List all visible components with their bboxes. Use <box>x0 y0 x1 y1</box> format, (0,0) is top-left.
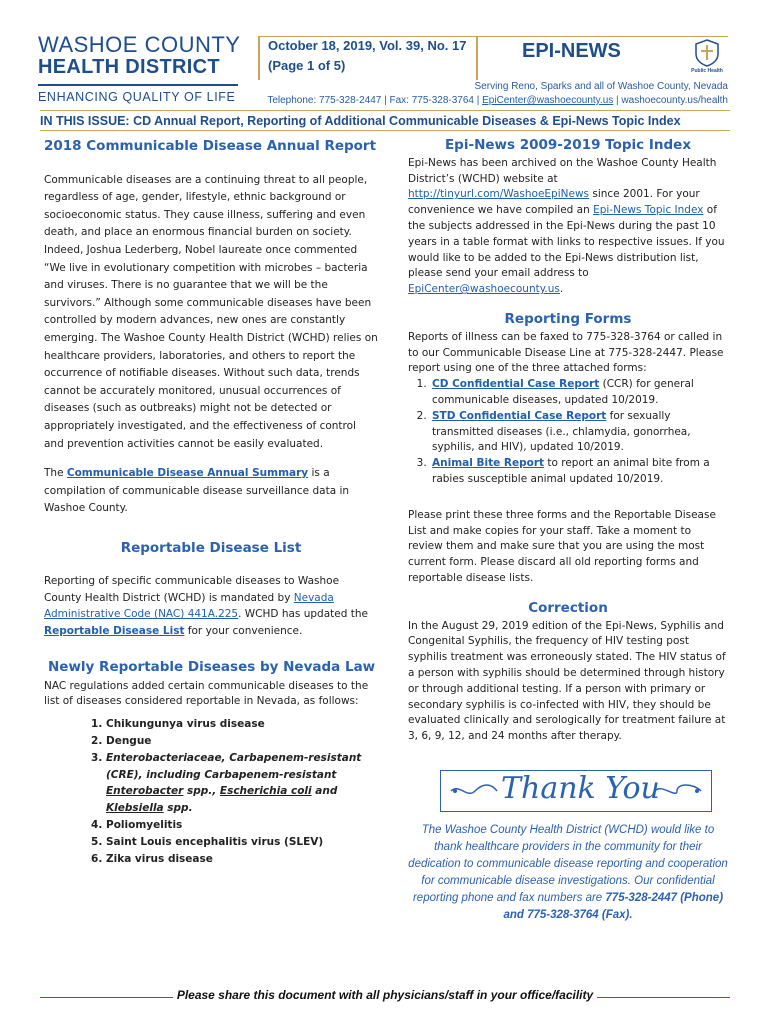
annual-summary-paragraph <box>44 465 378 518</box>
ccr-form-link[interactable]: CD Confidential Case Report <box>432 378 600 391</box>
std-form-text: for sexually transmitted diseases (i.e., chlamydia, gonorrhea, syphilis, and HIV), updated 10/2019. <box>432 409 691 454</box>
correction-body: In the August 29, 2019 edition of the Epi-News, Syphilis and Congenital Syphilis, the frequency of HIV testing post syphilis treatment was erroneously stated. The HIV status of a person with syphilis should be determined through history or through additional testing. If a person with primary or secondary syphilis is co-infected with HIV, they should be evaluated clinically and serologically for treatment failure at 3, 6, 9, 12, and 24 months after therapy. <box>408 619 726 743</box>
topic-pre: Epi-News has been archived on the Washoe County Health District’s (WCHD) website at <box>408 156 717 185</box>
nac-link[interactable]: Nevada Administrative Code (NAC) 441A.225 <box>44 591 334 621</box>
right-column <box>408 138 728 745</box>
and-text: and <box>311 785 338 798</box>
correction-heading: Correction <box>528 599 608 616</box>
newsletter-title: EPI-NEWS <box>522 40 621 62</box>
reportable-pre: Reporting of specific communicable diseases to Washoe County Health District (WCHD) is mandated by <box>44 575 340 604</box>
topic-index-link[interactable]: Epi-News Topic Index <box>593 204 704 217</box>
contact-info <box>267 80 728 108</box>
spp-text-2: spp. <box>163 802 193 815</box>
org-tagline: ENHANCING QUALITY OF LIFE <box>38 90 236 104</box>
contact-email-link[interactable]: EpiCenter@washoecounty.us <box>482 95 614 106</box>
reportable-heading: Reportable Disease List <box>120 539 302 556</box>
reportable-post: for your convenience. <box>184 624 303 637</box>
ecoli-text: Escherichia coli <box>219 785 312 798</box>
list-item: 5. Saint Louis encephalitis virus (SLEV) <box>106 834 378 851</box>
reporting-forms-heading: Reporting Forms <box>504 310 632 327</box>
summary-post: is a compilation of communicable disease surveillance data in Washoe County. <box>44 467 350 515</box>
newly-reportable-heading: Newly Reportable Diseases by Nevada Law <box>48 659 376 676</box>
topic-end: . <box>559 283 564 296</box>
org-name-line1: WASHOE COUNTY <box>38 32 241 57</box>
cre-text: Enterobacteriaceae, Carbapenem-resistant (CRE), including Carbapenem-resistant <box>106 751 362 781</box>
footer <box>40 988 730 1008</box>
issue-info <box>258 36 478 80</box>
footer-text-wrap <box>40 988 730 1002</box>
logo-rule <box>38 84 238 86</box>
thank-you-text: The Washoe County Health District (WCHD) would like to thank healthcare providers in the community for their dedication to communicable disease reporting and cooperation for communicable disease investigations. Our confidential reporting phone and fax numbers are <box>408 824 728 904</box>
newly-reportable-list <box>44 716 378 867</box>
serving-area: Serving Reno, Sparks and all of Washoe County, Nevada <box>474 81 728 92</box>
print-note: Please print these three forms and the Reportable Disease List and make copies for your staff. Take a moment to review them and make sure that you are using the most current form. Please discard all old reporting forms and reportable disease lists. <box>408 508 716 584</box>
annual-report-body: Communicable diseases are a continuing threat to all people, regardless of age, gender, lifestyle, ethnic background or socioeconomic status. They cause illness, suffering and even death, and place an enormous financial burden on society. Indeed, Joshua Lederberg, Nobel laureate once commented “We live in evolutionary competition with microbes – bacteria and viruses. There is no guarantee that we will be the survivors.” Although some communicable diseases have been controlled by modern advances, new ones are constantly emerging. The Washoe County Health District (WCHD) relies on healthcare providers, laboratories, and others to report the occurrence of notifiable diseases. Without such data, trends cannot be accurately monitored, unusual occurrences of diseases (such as outbreaks) might not be detected or appropriately investigated, and the effectiveness of control and prevention activities cannot be easily evaluated. <box>44 173 378 450</box>
annual-summary-link[interactable]: Communicable Disease Annual Summary <box>66 467 309 480</box>
in-this-issue-banner: IN THIS ISSUE: CD Annual Report, Reporting of Additional Communicable Diseases & Epi-News Topic Index <box>40 110 730 131</box>
list-item <box>430 377 728 409</box>
badge-text: Public Health <box>691 68 723 74</box>
ccr-form-text: (CCR) for general communicable diseases, updated 10/2019. <box>432 378 694 406</box>
right-flourish-icon <box>653 783 703 799</box>
enterobacter-text: Enterobacter <box>106 785 184 798</box>
reportable-mid: . WCHD has updated the <box>238 608 368 621</box>
issue-date: October 18, 2019, Vol. 39, No. 17 <box>268 38 467 53</box>
contact-phones: Telephone: 775-328-2447 | Fax: 775-328-3764 | <box>267 95 483 106</box>
reporting-forms-intro: Reports of illness can be faxed to 775-328-3764 or called in to our Communicable Disease Line at 775-328-2447. Please report using one of the three attached forms: <box>408 330 724 375</box>
std-form-link[interactable]: STD Confidential Case Report <box>432 409 607 422</box>
list-item: 4. Poliomyelitis <box>106 817 378 834</box>
thank-you-phones: 775-328-2447 (Phone) and 775-328-3764 (Fax). <box>503 892 724 921</box>
newly-intro: NAC regulations added certain communicable diseases to the list of diseases considered reportable in Nevada, as follows: <box>44 679 369 708</box>
topic-mid: since 2001. For your convenience we have compiled an <box>408 188 700 217</box>
org-logo <box>38 34 250 104</box>
left-column <box>44 138 378 867</box>
footer-text: Please share this document with all physicians/staff in your office/facility <box>173 988 597 1002</box>
reportable-list-link[interactable]: Reportable Disease List <box>44 624 185 637</box>
animal-bite-form-text: to report an animal bite from a rabies susceptible animal updated 10/2019. <box>432 457 710 485</box>
annual-report-heading: 2018 Communicable Disease Annual Report <box>44 138 377 154</box>
topic-index-paragraph <box>408 156 728 298</box>
topic-index-heading: Epi-News 2009-2019 Topic Index <box>444 137 692 153</box>
archive-url-link[interactable]: http://tinyurl.com/WashoeEpiNews <box>408 188 590 201</box>
thank-you-message <box>408 822 728 924</box>
reportable-paragraph <box>44 573 378 639</box>
summary-pre: The <box>44 467 67 480</box>
thank-you-title: Thank You <box>501 771 660 806</box>
org-name-line2: HEALTH DISTRICT <box>38 56 220 78</box>
list-item: 6. Zika virus disease <box>106 851 378 868</box>
spp-text-1: spp., <box>183 785 220 798</box>
public-health-shield-icon <box>690 38 724 74</box>
left-flourish-icon <box>449 783 499 799</box>
klebsiella-text: Klebsiella <box>106 802 164 815</box>
list-item <box>430 409 728 456</box>
animal-bite-form-link[interactable]: Animal Bite Report <box>432 457 545 470</box>
topic-post: of the subjects addressed in the Epi-News during the past 10 years in a table format with links to respective issues. If you would like to be added to the Epi-News distribution list, please send your email address to <box>408 204 725 280</box>
list-item: 2. Dengue <box>106 733 378 750</box>
thank-you-banner <box>440 770 712 812</box>
contact-website: | washoecounty.us/health <box>613 95 728 106</box>
list-item <box>430 456 728 488</box>
list-item <box>106 750 378 817</box>
list-item: 1. Chikungunya virus disease <box>106 716 378 733</box>
contact-line <box>267 94 728 108</box>
newsletter-title-box <box>476 36 728 80</box>
epicenter-email-link[interactable]: EpiCenter@washoecounty.us <box>408 283 560 296</box>
issue-page: (Page 1 of 5) <box>268 58 346 73</box>
reporting-forms-list <box>408 377 728 488</box>
